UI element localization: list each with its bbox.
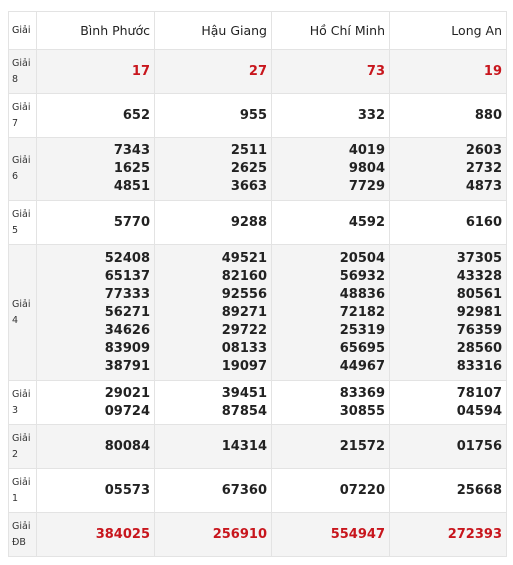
prize-row [9,94,507,138]
prize-label [9,94,37,138]
result-number: 83369 [339,385,385,401]
result-number: 72182 [339,304,385,320]
prize-label-rank: 3 [12,404,19,416]
result-cell-long-an [390,201,507,245]
prize-row [9,201,507,245]
result-cell-long-an [390,425,507,469]
result-number: 25668 [456,482,502,498]
result-number: 1625 [113,161,150,176]
result-number: 272393 [447,526,502,542]
result-number: 29722 [221,322,267,338]
result-cell-long-an [390,245,507,381]
result-number: 08133 [221,340,267,356]
prize-row [9,245,507,381]
prize-label-rank: ĐB [12,536,26,548]
result-cell-binh-phuoc [37,138,155,201]
result-number: 19 [483,63,502,79]
prize-label-text: Giải [12,101,31,113]
prize-label [9,425,37,469]
prize-label [9,50,37,94]
result-number: 04594 [456,403,502,419]
result-number: 38791 [104,358,150,374]
result-number: 7343 [113,143,150,158]
prize-label [9,469,37,513]
result-number: 6160 [465,214,502,230]
result-number: 4873 [465,179,502,194]
result-number: 20504 [339,250,385,266]
result-number: 332 [357,107,385,123]
result-number: 87854 [221,403,267,419]
prize-label-text: Giải [12,208,31,220]
prize-row [9,50,507,94]
result-cell-binh-phuoc [37,245,155,381]
prize-label-text: Giải [12,432,31,444]
prize-label-text: Giải [12,520,31,532]
result-number: 83909 [104,340,150,356]
prize-label-text: Giải [12,298,31,310]
result-cell-ho-chi-minh [272,138,390,201]
result-number: 78107 [456,385,502,401]
results-body [9,50,507,557]
province-header-hau-giang[interactable]: Hậu Giang [155,12,272,50]
result-number: 77333 [104,286,150,302]
prize-row [9,425,507,469]
result-number: 92556 [221,286,267,302]
result-cell-hau-giang [155,138,272,201]
result-cell-hau-giang [155,50,272,94]
result-number: 9804 [348,161,385,176]
prize-label-rank: 7 [12,117,19,129]
result-number: 5770 [113,214,150,230]
result-number: 29021 [104,385,150,401]
result-number: 37305 [456,250,502,266]
result-number: 2732 [465,161,502,176]
result-number: 89271 [221,304,267,320]
result-cell-hau-giang [155,201,272,245]
prize-label-text: Giải [12,155,31,166]
result-cell-ho-chi-minh [272,469,390,513]
prize-label [9,138,37,201]
result-number: 65695 [339,340,385,356]
result-cell-ho-chi-minh [272,94,390,138]
result-number: 30855 [339,403,385,419]
prize-label-rank: 8 [12,73,19,85]
result-number: 80561 [456,286,502,302]
result-number: 4019 [348,143,385,158]
prize-label-text: Giải [12,57,31,69]
result-cell-long-an [390,381,507,425]
prize-row [9,138,507,201]
result-number: 56932 [339,268,385,284]
result-number: 652 [122,107,150,123]
prize-label [9,381,37,425]
result-number: 19097 [221,358,267,374]
result-number: 80084 [104,438,150,454]
prize-row [9,513,507,557]
result-number: 9288 [230,214,267,230]
result-cell-ho-chi-minh [272,245,390,381]
result-cell-hau-giang [155,513,272,557]
result-number: 2603 [465,143,502,158]
lottery-results-container [8,11,506,557]
result-cell-ho-chi-minh [272,50,390,94]
result-cell-long-an [390,138,507,201]
prize-row [9,469,507,513]
result-cell-binh-phuoc [37,381,155,425]
result-cell-binh-phuoc [37,201,155,245]
result-number: 28560 [456,340,502,356]
prize-label-text: Giải [12,388,31,400]
result-number: 955 [239,107,267,123]
result-cell-ho-chi-minh [272,513,390,557]
result-number: 17 [131,63,150,79]
result-number: 83316 [456,358,502,374]
result-number: 384025 [95,526,150,542]
prize-label [9,513,37,557]
result-cell-long-an [390,513,507,557]
result-cell-ho-chi-minh [272,381,390,425]
province-header-long-an[interactable]: Long An [390,12,507,50]
province-header-binh-phuoc[interactable]: Bình Phước [37,12,155,50]
result-number: 2511 [230,143,267,158]
province-header-ho-chi-minh[interactable]: Hồ Chí Minh [272,12,390,50]
lottery-results-table [8,11,507,557]
prize-label-rank: 1 [12,492,19,504]
result-number: 880 [474,107,502,123]
result-number: 65137 [104,268,150,284]
result-cell-hau-giang [155,425,272,469]
result-cell-hau-giang [155,381,272,425]
result-number: 49521 [221,250,267,266]
result-number: 554947 [330,526,385,542]
prize-row [9,381,507,425]
result-number: 7729 [348,179,385,194]
result-number: 05573 [104,482,150,498]
prize-label-rank: 6 [12,171,19,182]
result-number: 27 [248,63,267,79]
result-cell-binh-phuoc [37,513,155,557]
result-number: 56271 [104,304,150,320]
result-number: 48836 [339,286,385,302]
result-cell-long-an [390,50,507,94]
result-number: 21572 [339,438,385,454]
result-number: 09724 [104,403,150,419]
result-number: 01756 [456,438,502,454]
prize-label-rank: 5 [12,224,19,236]
result-number: 4592 [348,214,385,230]
result-number: 256910 [212,526,267,542]
result-cell-long-an [390,94,507,138]
result-number: 92981 [456,304,502,320]
result-cell-binh-phuoc [37,94,155,138]
result-number: 44967 [339,358,385,374]
result-cell-binh-phuoc [37,50,155,94]
result-cell-ho-chi-minh [272,201,390,245]
result-cell-ho-chi-minh [272,425,390,469]
prize-label-rank: 2 [12,448,19,460]
result-cell-binh-phuoc [37,425,155,469]
prize-label [9,201,37,245]
result-number: 76359 [456,322,502,338]
result-number: 73 [366,63,385,79]
result-number: 34626 [104,322,150,338]
result-number: 14314 [221,438,267,454]
result-cell-hau-giang [155,245,272,381]
prize-label-rank: 4 [12,314,19,326]
result-number: 43328 [456,268,502,284]
result-number: 2625 [230,161,267,176]
prize-label-text: Giải [12,476,31,488]
header-row [9,12,507,50]
result-number: 67360 [221,482,267,498]
prize-column-header: Giải [9,12,37,50]
result-number: 3663 [230,179,267,194]
result-number: 07220 [339,482,385,498]
result-cell-hau-giang [155,94,272,138]
result-cell-long-an [390,469,507,513]
result-cell-hau-giang [155,469,272,513]
prize-label [9,245,37,381]
result-number: 25319 [339,322,385,338]
result-number: 82160 [221,268,267,284]
result-cell-binh-phuoc [37,469,155,513]
result-number: 4851 [113,179,150,194]
result-number: 52408 [104,250,150,266]
result-number: 39451 [221,385,267,401]
